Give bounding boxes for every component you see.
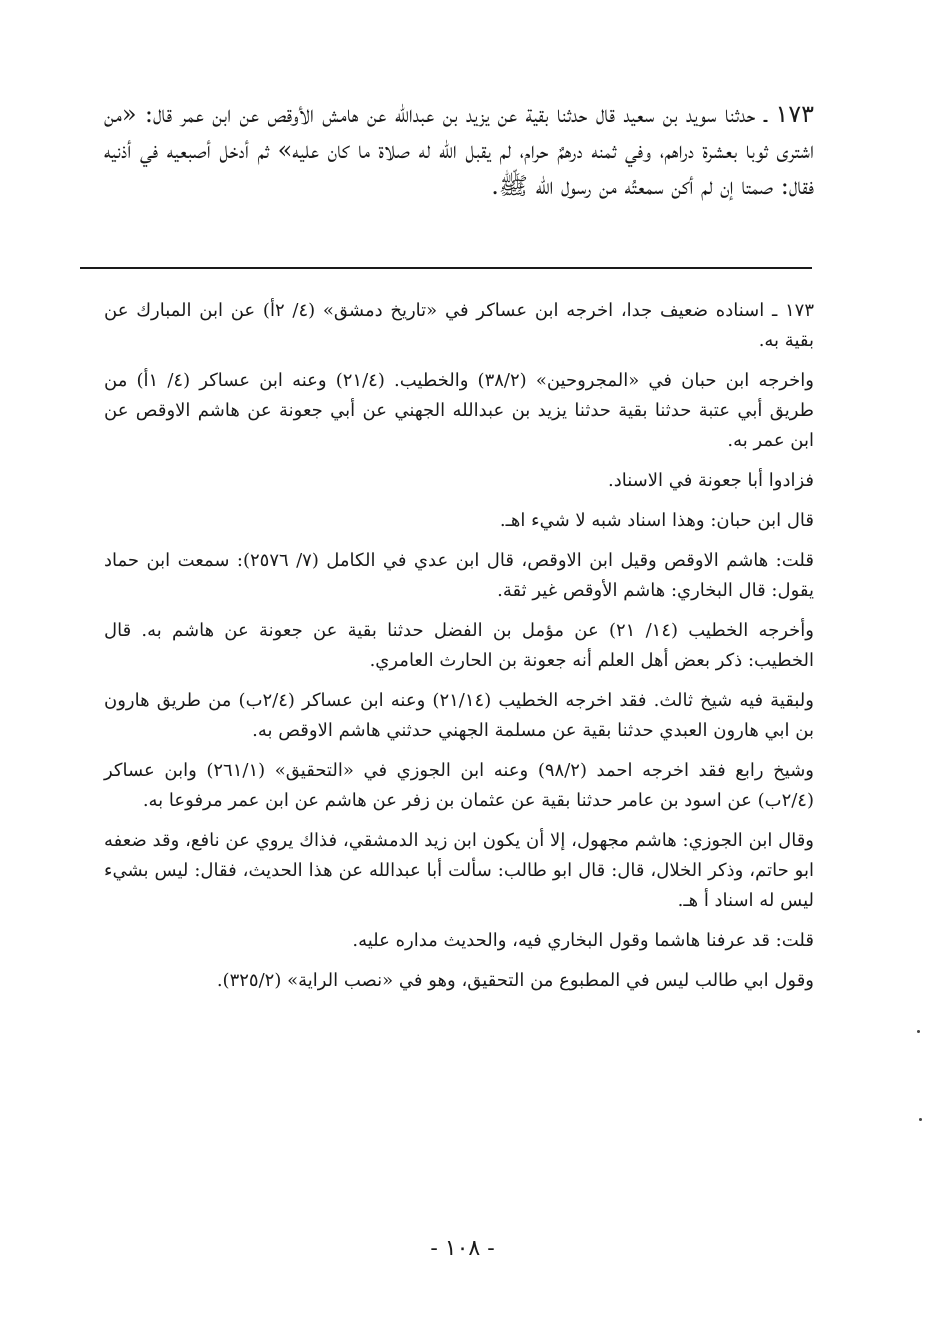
footnote-paragraph-9: وقال ابن الجوزي: هاشم مجهول، إلا أن يكون ابن زيد الدمشقي، فذاك يروي عن نافع، وقد ضعفه ابو حاتم، وذكر الخلال، قال: قال ابو طالب: سألت أبا عبدالله عن هذا الحديث، فقال: ليس بشيء ليس له اسناد أ هـ. xyxy=(104,830,814,911)
footnote-paragraph-10: قلت: قد عرفنا هاشما وقول البخاري فيه، والحديث مداره عليه. xyxy=(352,930,814,951)
footnote-divider xyxy=(80,267,812,269)
hadith-paragraph xyxy=(104,96,814,204)
hadith-body: حدثنا سويد بن سعيد قال حدثنا بقية عن يزيد بن عبدالله عن هامش الأوقص عن ابن عمر قال: «من اشترى ثوبا بعشرة دراهم، وفي ثمنه درهمٌ حرام، لم يقبل الله له صلاة ما كان عليه» ثم أدخل أصبعيه في أذنيه فقال: صمتا إن لم أكن سمعتُه من رسول الله ﷺ. xyxy=(104,100,814,200)
footnote-paragraph-4: قال ابن حبان: وهذا اسناد شبه لا شيء اهـ. xyxy=(499,510,814,531)
footnote-paragraph-6: وأخرجه الخطيب (١٤/ ٢١) عن مؤمل بن الفضل حدثنا بقية عن جعونة عن هاشم به. قال الخطيب: ذكر بعض أهل العلم أنه جعونة بن الحارث العامري. xyxy=(104,620,814,671)
footnote-paragraph-1: ١٧٣ ـ اسناده ضعيف جدا، اخرجه ابن عساكر في «تاريخ دمشق» (٤/ ٢أ) عن ابن المبارك عن بقية به. xyxy=(104,300,814,351)
footnote-paragraph-3: فزادوا أبا جعونة في الاسناد. xyxy=(607,470,814,491)
footnote-paragraph-2: واخرجه ابن حبان في «المجروحين» (٣٨/٢) والخطيب. (٢١/٤) وعنه ابن عساكر (٤/ ١أ) من طريق أبي عتبة حدثنا بقية حدثنا يزيد بن عبدالله الجهني عن أبي جعونة عن هاشم الاوقص عن ابن عمر به. xyxy=(104,370,814,451)
scan-speck xyxy=(919,1118,922,1121)
footnote-paragraph-7: ولبقية فيه شيخ ثالث. فقد اخرجه الخطيب (٢١/١٤) وعنه ابن عساكر (٢/٤ب) من طريق هارون بن ابي هارون العبدي حدثنا بقية عن مسلمة الجهني حدثني هاشم الاوقص به. xyxy=(104,690,814,741)
hadith-number: ١٧٣ ـ xyxy=(763,100,814,128)
footnotes xyxy=(104,296,814,1006)
footnote-paragraph-5: قلت: هاشم الاوقص وقيل ابن الاوقص، قال ابن عدي في الكامل (٧/ ٢٥٧٦): سمعت ابن حماد يقول: قال البخاري: هاشم الأوقص غير ثقة. xyxy=(104,550,814,601)
page-number: - ١٠٨ - xyxy=(430,1236,495,1261)
scan-speck xyxy=(917,1030,920,1033)
footnote-paragraph-8: وشيخ رابع فقد اخرجه احمد (٩٨/٢) وعنه ابن الجوزي في «التحقيق» (٢٦١/١) وابن عساكر (٢/٤ب) عن اسود بن عامر حدثنا بقية عن عثمان بن زفر عن هاشم عن ابن عمر مرفوعا به. xyxy=(104,760,814,811)
footnote-paragraph-11: وقول ابي طالب ليس في المطبوع من التحقيق، وهو في «نصب الراية» (٣٢٥/٢). xyxy=(216,970,814,991)
hadith-text xyxy=(104,96,814,204)
